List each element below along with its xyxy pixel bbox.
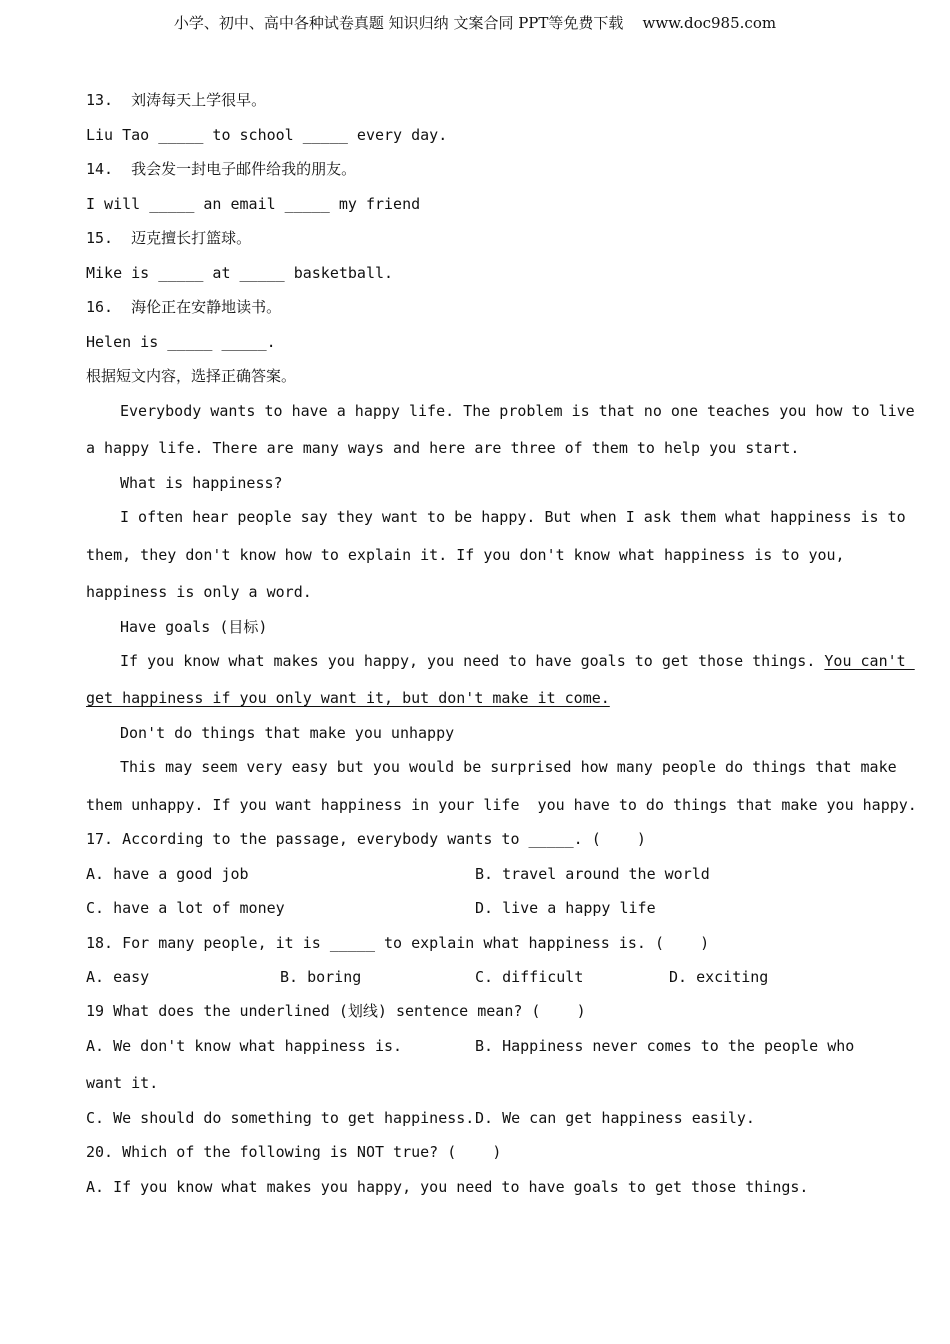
passage-paragraph-2-line-2: them, they don't know how to explain it. If you don't know what happiness is to you, [86, 546, 845, 564]
passage-heading-what-is-happiness: What is happiness? [120, 474, 283, 492]
question-18-option-b: B. boring [280, 968, 362, 986]
passage-paragraph-4-line-2: them unhappy. If you want happiness in your life you have to do things that make you happy. [86, 796, 917, 814]
question-18-option-a: A. easy [86, 968, 150, 986]
underlined-sentence-part-2: get happiness if you only want it, but don't make it come. [86, 689, 610, 707]
passage-heading-have-goals: Have goals (目标) [120, 618, 268, 636]
question-18-option-c: C. difficult [475, 968, 584, 986]
question-17-option-d: D. live a happy life [475, 899, 656, 917]
question-19-stem: 19 What does the underlined (划线) sentence mean? ( ) [86, 1002, 586, 1020]
question-17-option-a: A. have a good job [86, 865, 249, 883]
question-13-english: Liu Tao _____ to school _____ every day. [86, 126, 448, 144]
question-17-option-c: C. have a lot of money [86, 899, 285, 917]
question-19-option-b: B. Happiness never comes to the people who [475, 1037, 855, 1055]
passage-paragraph-3-line-1 [120, 651, 915, 671]
question-14-english: I will _____ an email _____ my friend [86, 195, 421, 213]
passage-paragraph-1-line-1: Everybody wants to have a happy life. The problem is that no one teaches you how to live [120, 402, 915, 420]
reading-instruction: 根据短文内容，选择正确答案。 [86, 367, 297, 385]
question-18-stem: 18. For many people, it is _____ to explain what happiness is. ( ) [86, 934, 710, 952]
page-header: 小学、初中、高中各种试卷真题 知识归纳 文案合同 PPT等免费下载 www.doc985.com [173, 14, 777, 32]
question-19-option-a: A. We don't know what happiness is. [86, 1037, 403, 1055]
question-16-english: Helen is _____ _____. [86, 333, 276, 351]
underlined-sentence-part-1: You can't [824, 652, 915, 670]
question-16-chinese: 16. 海伦正在安静地读书。 [86, 298, 282, 316]
question-20-stem: 20. Which of the following is NOT true? ( ) [86, 1143, 502, 1161]
question-19-option-d: D. We can get happiness easily. [475, 1109, 755, 1127]
question-13-chinese: 13. 刘涛每天上学很早。 [86, 91, 267, 109]
passage-paragraph-1-line-2: a happy life. There are many ways and here are three of them to help you start. [86, 439, 800, 457]
passage-paragraph-2-line-1: I often hear people say they want to be happy. But when I ask them what happiness is to [120, 508, 906, 526]
question-17-option-b: B. travel around the world [475, 865, 710, 883]
passage-paragraph-4-line-1: This may seem very easy but you would be surprised how many people do things that make [120, 758, 897, 776]
question-19-option-b-continued: want it. [86, 1074, 159, 1092]
passage-heading-dont-do-things: Don't do things that make you unhappy [120, 724, 455, 742]
question-18-option-d: D. exciting [669, 968, 769, 986]
question-20-option-a: A. If you know what makes you happy, you need to have goals to get those things. [86, 1178, 809, 1196]
question-17-stem: 17. According to the passage, everybody wants to _____. ( ) [86, 830, 646, 848]
question-14-chinese: 14. 我会发一封电子邮件给我的朋友。 [86, 160, 357, 178]
question-19-option-c: C. We should do something to get happiness. [86, 1109, 475, 1127]
question-15-english: Mike is _____ at _____ basketball. [86, 264, 394, 282]
passage-paragraph-3-plain: If you know what makes you happy, you need to have goals to get those things. [120, 652, 825, 670]
passage-paragraph-2-line-3: happiness is only a word. [86, 583, 312, 601]
question-15-chinese: 15. 迈克擅长打篮球。 [86, 229, 252, 247]
